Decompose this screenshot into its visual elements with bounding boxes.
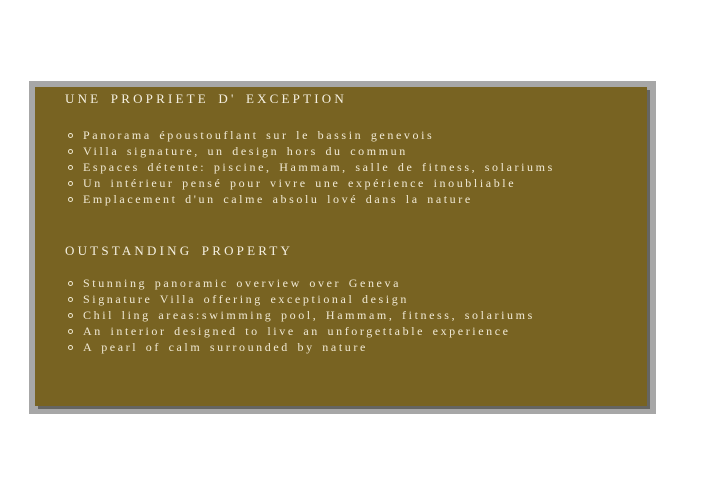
section-english bbox=[65, 243, 637, 355]
list-item-text: An interior designed to live an unforgettable experience bbox=[83, 324, 511, 338]
panel-content bbox=[35, 87, 647, 406]
panel-frame bbox=[29, 81, 656, 414]
section-french bbox=[65, 91, 637, 207]
list-item-text: Signature Villa offering exceptional design bbox=[83, 292, 409, 306]
list-item bbox=[65, 143, 637, 159]
list-item-text: Chil ling areas:swimming pool, Hammam, fitness, solariums bbox=[83, 308, 535, 322]
bullet-circle-icon bbox=[68, 149, 73, 154]
list-item bbox=[65, 323, 637, 339]
list-item bbox=[65, 127, 637, 143]
list-item-text: A pearl of calm surrounded by nature bbox=[83, 340, 368, 354]
list-item bbox=[65, 159, 637, 175]
list-item bbox=[65, 291, 637, 307]
list-item bbox=[65, 339, 637, 355]
bullet-circle-icon bbox=[68, 281, 73, 286]
list-item-text: Villa signature, un design hors du commun bbox=[83, 144, 408, 158]
list-item-text: Emplacement d'un calme absolu lové dans la nature bbox=[83, 192, 473, 206]
bullet-circle-icon bbox=[68, 133, 73, 138]
section-heading-french: UNE PROPRIETE D' EXCEPTION bbox=[65, 91, 347, 106]
list-item-text: Stunning panoramic overview over Geneva bbox=[83, 276, 401, 290]
bullet-list-english bbox=[65, 275, 637, 355]
list-item-text: Un intérieur pensé pour vivre une expérience inoubliable bbox=[83, 176, 517, 190]
bullet-circle-icon bbox=[68, 297, 73, 302]
bullet-circle-icon bbox=[68, 345, 73, 350]
bullet-circle-icon bbox=[68, 197, 73, 202]
section-heading-english: OUTSTANDING PROPERTY bbox=[65, 243, 294, 258]
list-item bbox=[65, 191, 637, 207]
bullet-circle-icon bbox=[68, 313, 73, 318]
bullet-list-french bbox=[65, 127, 637, 207]
bullet-circle-icon bbox=[68, 329, 73, 334]
list-item bbox=[65, 307, 637, 323]
content-panel bbox=[35, 87, 647, 406]
bullet-circle-icon bbox=[68, 165, 73, 170]
bullet-circle-icon bbox=[68, 181, 73, 186]
list-item-text: Espaces détente: piscine, Hammam, salle de fitness, solariums bbox=[83, 160, 555, 174]
list-item bbox=[65, 175, 637, 191]
list-item-text: Panorama époustouflant sur le bassin genevois bbox=[83, 128, 435, 142]
list-item bbox=[65, 275, 637, 291]
